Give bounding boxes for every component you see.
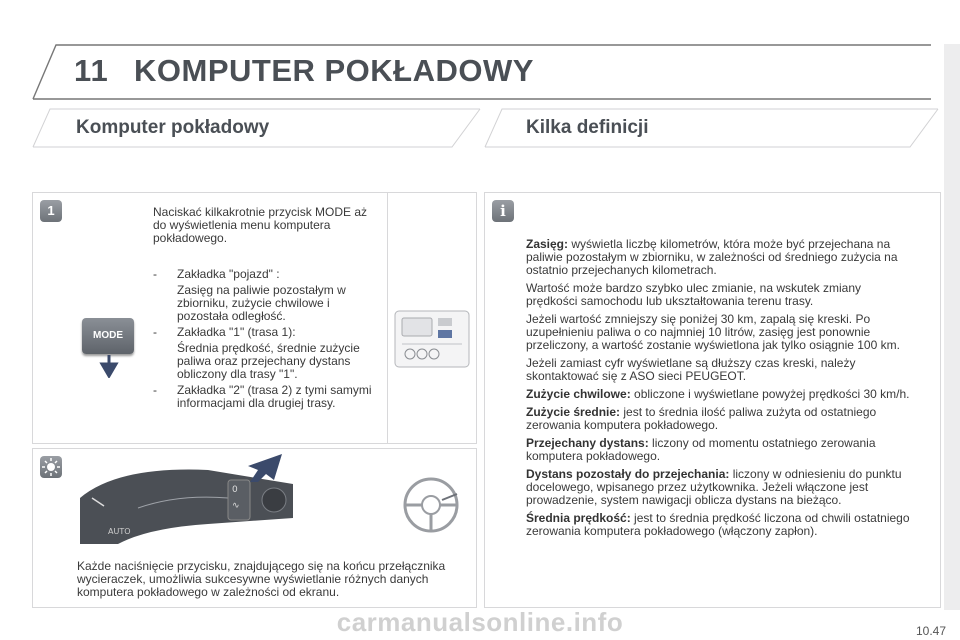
definition-average-speed: Średnia prędkość: jest to średnia prędkość liczona od chwili ostatniego zerowania komputera pokładowego (włączony zapłon). <box>526 511 910 538</box>
left-section-title: Komputer pokładowy <box>76 117 270 138</box>
list-dash: - <box>153 267 157 281</box>
page-number: 10.47 <box>915 624 946 638</box>
definition-instant-consumption: Zużycie chwilowe: obliczone i wyświetlane powyżej prędkości 30 km/h. <box>526 387 910 401</box>
steering-wheel-icon <box>402 476 460 534</box>
left-intro: Naciskać kilkakrotnie przycisk MODE aż do wyświetlenia menu komputera pokładowego. <box>153 205 368 245</box>
chapter-number: 11 <box>74 53 109 88</box>
definition-range: Zasięg: wyświetla liczbę kilometrów, która może być przejechana na paliwie pozostałym w zbiorniku, w zależności od średniego zużycia na ostatnio przejechanych kilometrach. <box>526 237 898 277</box>
svg-text:∿: ∿ <box>232 501 240 511</box>
info-icon: i <box>492 200 514 222</box>
list-dash: - <box>153 383 157 397</box>
definitions-list <box>526 238 910 543</box>
tab-item-trip1 <box>153 326 375 339</box>
tab-item-vehicle <box>153 268 375 281</box>
definition-range-dashes: Jeżeli zamiast cyfr wyświetlane są dłuższy czas kreski, należy skontaktować się z ASO sieci PEUGEOT. <box>526 356 856 383</box>
left-panel-divider <box>387 192 388 444</box>
tab-item-trip2 <box>153 384 375 410</box>
radio-unit-icon <box>394 310 470 368</box>
tab-item-title: Zakładka "pojazd" : <box>177 267 280 281</box>
tab-item-desc: Zasięg na paliwie pozostałym w zbiorniku, zużycie chwilowe i pozostała odległość. <box>177 283 346 323</box>
definition-average-consumption: Zużycie średnie: jest to średnia ilość paliwa zużyta od ostatniego zerowania komputera pokładowego. <box>526 405 877 432</box>
definition-range-note: Wartość może bardzo szybko ulec zmianie, na wskutek zmiany prędkości samochodu lub ukształtowania terenu trasy. <box>526 281 862 308</box>
lamp-icon <box>40 456 62 478</box>
tab-item-desc: Średnia prędkość, średnie zużycie paliwa oraz przejechany dystans obliczony dla trasy "1". <box>177 341 360 381</box>
right-section-title: Kilka definicji <box>526 117 649 138</box>
definition-remaining-distance: Dystans pozostały do przejechania: liczony w odniesieniu do punktu docelowego, wpisanego przez użytkownika. Jeżeli włączone jest prowadzenie, system nawigacji oblicza dystans na bieżąco. <box>526 467 902 507</box>
chapter-title: KOMPUTER POKŁADOWY <box>134 53 534 88</box>
pointer-arrow-icon <box>246 452 284 484</box>
tab-list <box>153 268 375 410</box>
definition-distance-travelled: Przejechany dystans: liczony od momentu ostatniego zerowania komputera pokładowego. <box>526 436 876 463</box>
watermark: carmanualsonline.info <box>336 607 624 637</box>
svg-text:0: 0 <box>232 485 238 495</box>
tab-item-title: Zakładka "2" (trasa 2) z tymi samymi informacjami dla drugiej trasy. <box>177 383 372 410</box>
step-badge: 1 <box>40 200 62 222</box>
mode-key: MODE <box>82 318 134 354</box>
stalk-auto-label: AUTO <box>108 527 131 536</box>
left-note: Każde naciśnięcie przycisku, znajdującego się na końcu przełącznika wycieraczek, umożliwia sukcesywne wyświetlanie różnych danych komputera pokładowego w zależności od ekranu. <box>77 559 446 599</box>
definition-range-low: Jeżeli wartość zmniejszy się poniżej 30 km, zapalą się kreski. Po uzupełnieniu paliwa o co najmniej 10 litrów, zasięg jest ponownie przeliczony, a wartość zostanie wyświetlona jak tylko osiągnie 100 km. <box>526 312 900 352</box>
down-arrow-icon <box>98 354 120 378</box>
list-dash: - <box>153 325 157 339</box>
tab-item-title: Zakładka "1" (trasa 1): <box>177 325 296 339</box>
side-tab-bar <box>944 44 960 610</box>
